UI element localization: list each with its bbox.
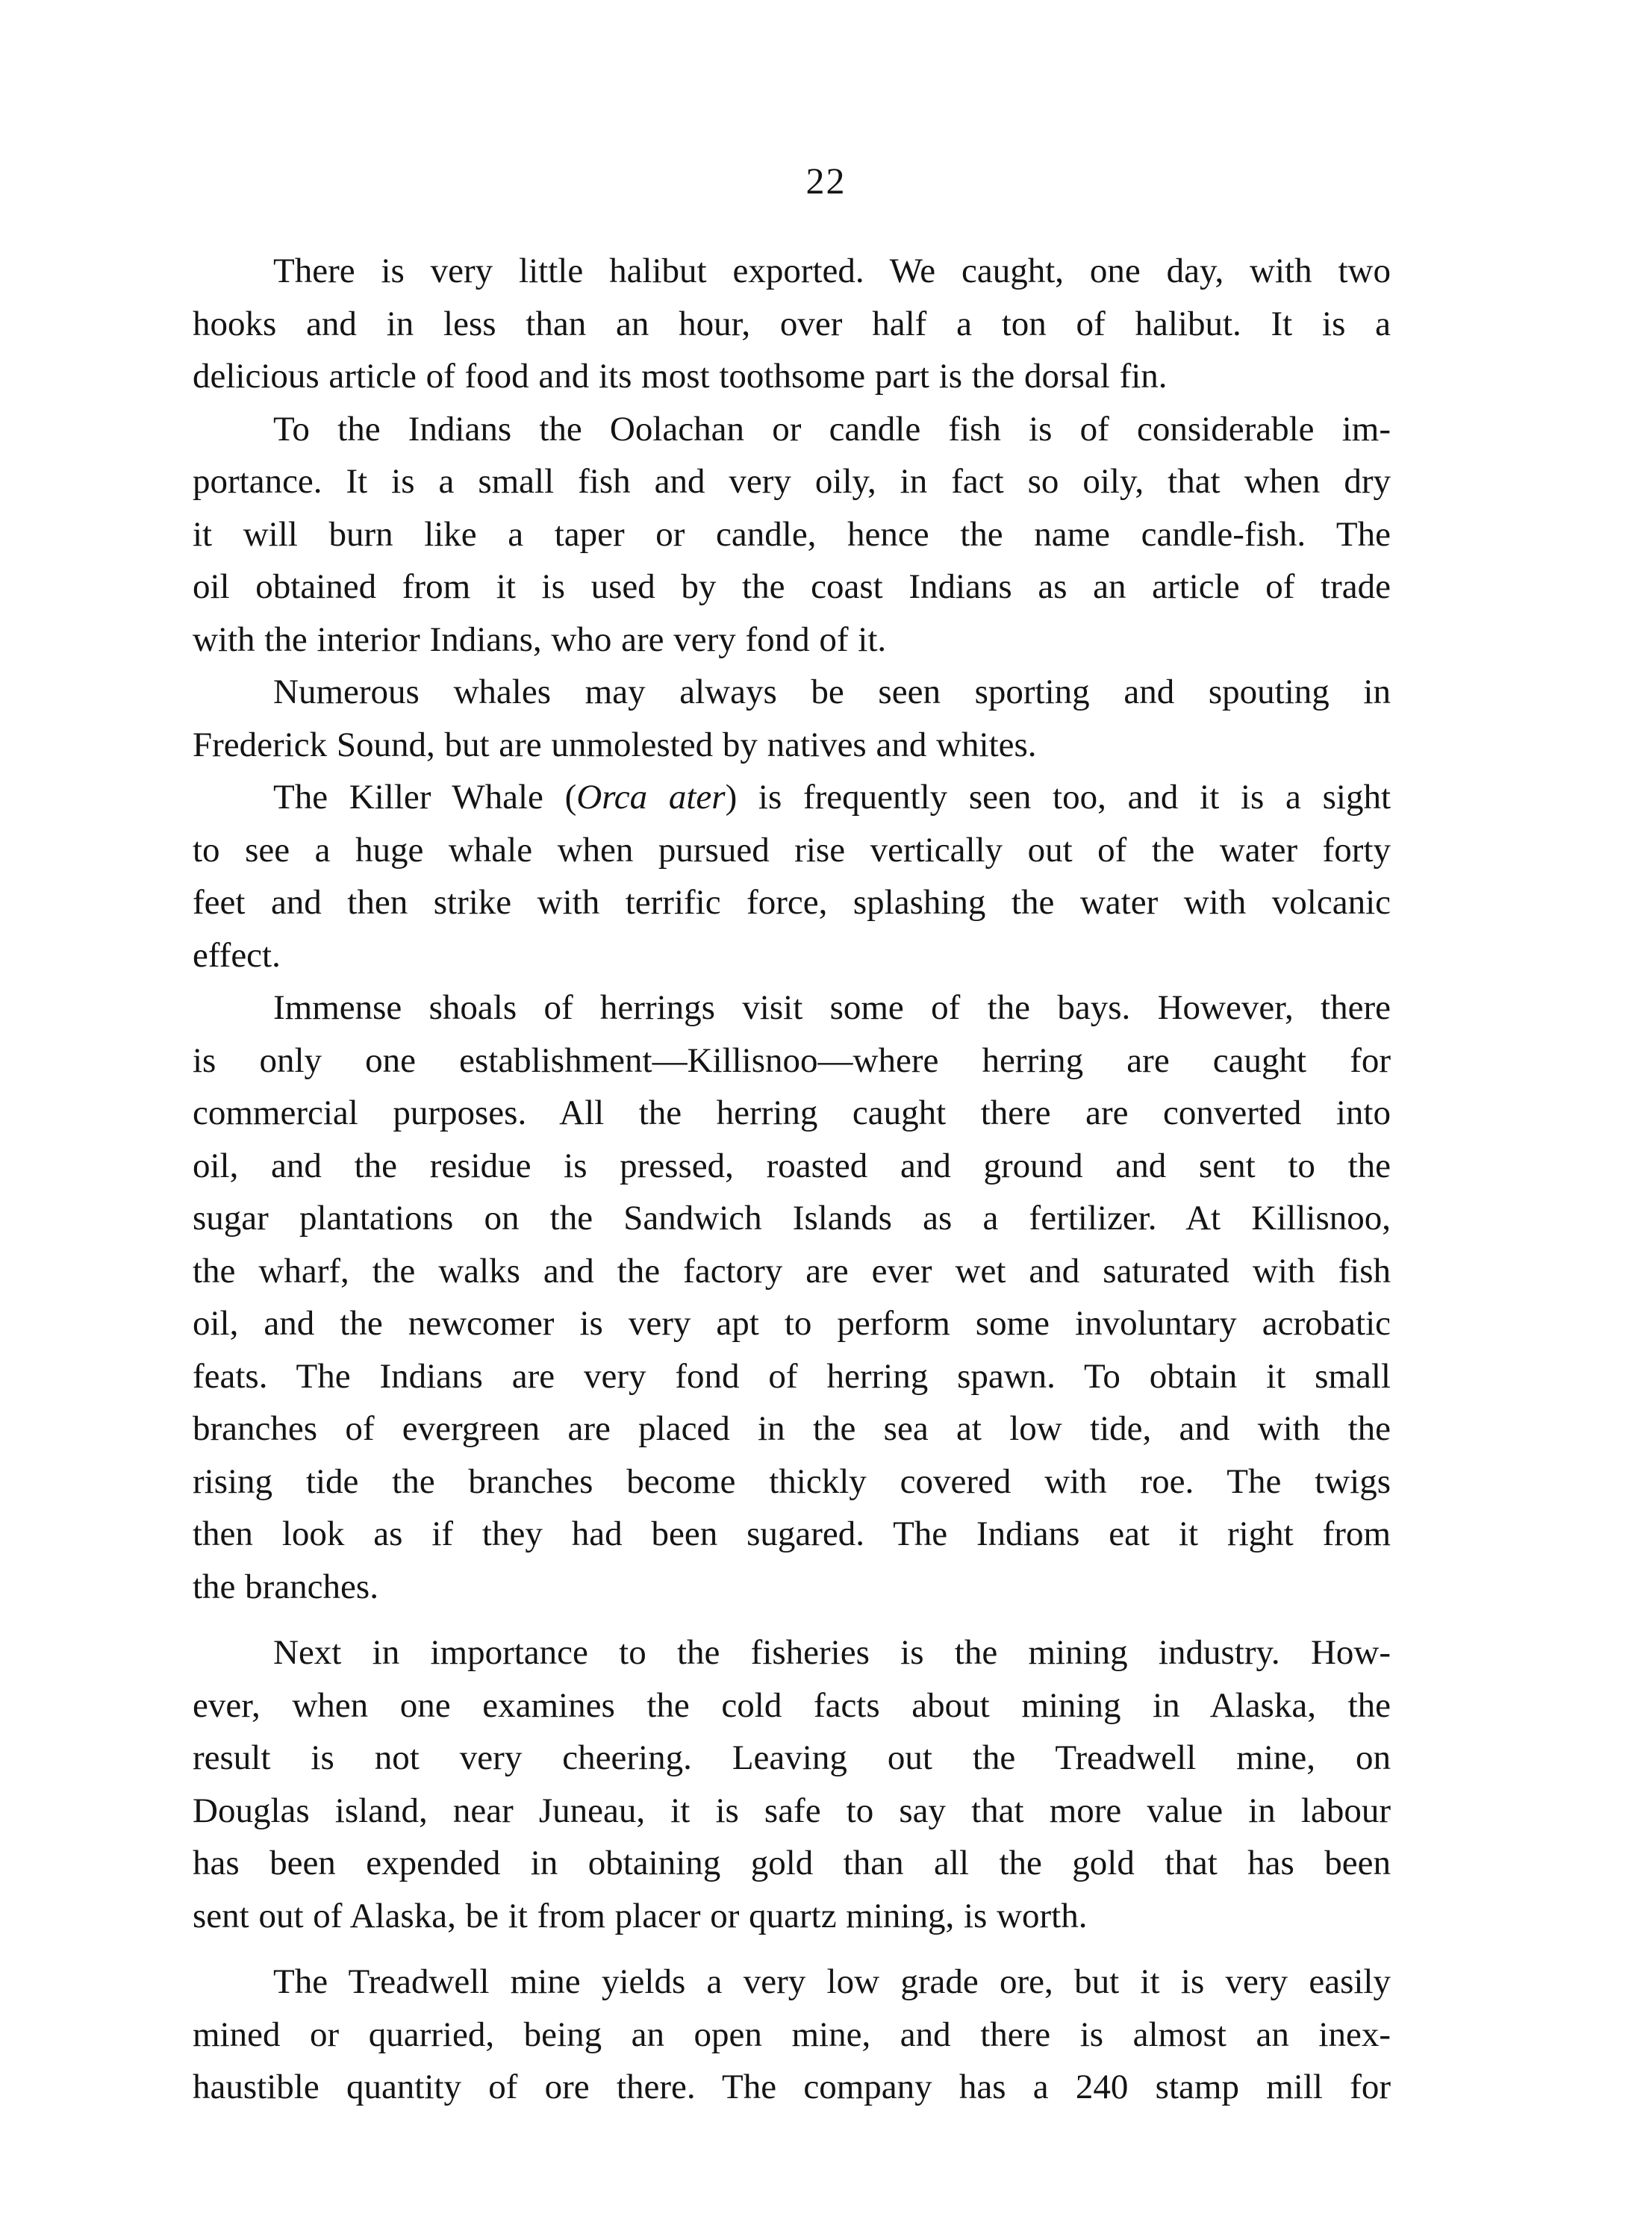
page-number: 22 [805, 160, 847, 202]
text-line: the branches. [193, 1567, 378, 1606]
text-line: hooks and in less than an hour, over half a ton of halibut. It is a [193, 304, 1391, 343]
text-line: it will burn like a taper or candle, hence the name candle-fish. The [193, 514, 1391, 554]
paragraph-treadwell [193, 1956, 1391, 2114]
paragraph-whales [193, 666, 1391, 771]
text-line: the wharf, the walks and the factory are ever wet and saturated with fish [193, 1251, 1391, 1291]
text-line: to see a huge whale when pursued rise vertically out of the water forty [193, 830, 1391, 870]
text-line: Next in importance to the fisheries is the mining industry. How- [273, 1633, 1391, 1672]
text-line: The Treadwell mine yields a very low grade ore, but it is very easily [273, 1962, 1391, 2001]
text-line: commercial purposes. All the herring caught there are converted into [193, 1093, 1391, 1132]
text-line: portance. It is a small fish and very oily, in fact so oily, that when dry [193, 462, 1391, 501]
text-line: sent out of Alaska, be it from placer or quartz mining, is worth. [193, 1896, 1088, 1935]
text-line: then look as if they had been sugared. The Indians eat it right from [193, 1514, 1391, 1553]
text-line: ever, when one examines the cold facts about mining in Alaska, the [193, 1685, 1391, 1725]
body-text [193, 245, 1391, 2114]
text-line: haustible quantity of ore there. The company has a 240 stamp mill for [193, 2068, 1391, 2106]
text-line: Douglas island, near Juneau, it is safe to say that more value in labour [193, 1791, 1391, 1830]
text-line: effect. [193, 935, 281, 975]
paragraph-killer-whale [193, 771, 1391, 982]
text-line: branches of evergreen are placed in the sea at low tide, and with the [193, 1409, 1391, 1448]
text-line: mined or quarried, being an open mine, and there is almost an inex- [193, 2015, 1391, 2054]
text-line: sugar plantations on the Sandwich Islands as a fertilizer. At Killisnoo, [193, 1199, 1391, 1238]
paragraph-mining [193, 1626, 1391, 1942]
text-line: Immense shoals of herrings visit some of the bays. However, there [273, 988, 1391, 1027]
text-line: Numerous whales may always be seen sporting and spouting in [273, 673, 1391, 711]
text-line: oil, and the residue is pressed, roasted and ground and sent to the [193, 1146, 1391, 1185]
text-line: To the Indians the Oolachan or candle fish is of considerable im- [273, 409, 1391, 449]
text-line: result is not very cheering. Leaving out the Treadwell mine, on [193, 1738, 1391, 1777]
text-line: is only one establishment—Killisnoo—where herring are caught for [193, 1040, 1391, 1080]
text-line: delicious article of food and its most toothsome part is the dorsal fin. [193, 357, 1168, 396]
text-line: The Killer Whale (Orca ater) is frequently seen too, and it is a sight [273, 778, 1391, 817]
text-line: feet and then strike with terrific force, splashing the water with volcanic [193, 883, 1391, 922]
text-line: There is very little halibut exported. We caught, one day, with two [273, 252, 1391, 290]
scientific-name: Orca ater [576, 778, 726, 817]
paragraph-oolachan [193, 403, 1391, 667]
text-line: feats. The Indians are very fond of herring spawn. To obtain it small [193, 1356, 1391, 1396]
paragraph-halibut [193, 245, 1391, 403]
text-line: with the interior Indians, who are very fond of it. [193, 620, 887, 659]
text-line: oil obtained from it is used by the coast Indians as an article of trade [193, 567, 1391, 606]
text-line: oil, and the newcomer is very apt to perform some involuntary acrobatic [193, 1304, 1391, 1343]
text-line: has been expended in obtaining gold than all the gold that has been [193, 1844, 1391, 1882]
paragraph-herrings [193, 982, 1391, 1613]
text-line: Frederick Sound, but are unmolested by natives and whites. [193, 725, 1037, 764]
text-line: rising tide the branches become thickly covered with roe. The twigs [193, 1461, 1391, 1501]
